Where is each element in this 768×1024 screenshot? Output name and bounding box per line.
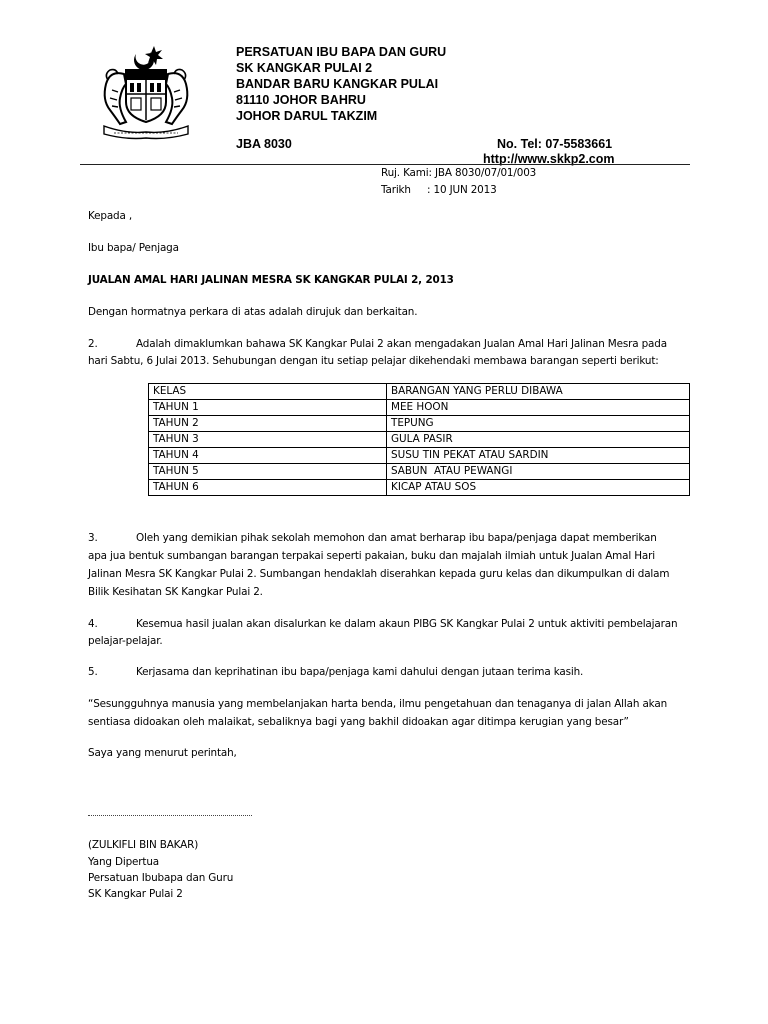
- paragraph-2-line-1: Adalah dimaklumkan bahawa SK Kangkar Pulai 2 akan mengadakan Jualan Amal Hari Jalinan Mesra pada: [136, 338, 667, 350]
- row-kelas: TAHUN 5: [149, 464, 387, 480]
- recipient-line: Ibu bapa/ Penjaga: [88, 242, 179, 254]
- ruj-value: JBA 8030/07/01/003: [435, 167, 537, 179]
- row-kelas: TAHUN 2: [149, 416, 387, 432]
- letterhead-org-block: [236, 44, 446, 124]
- items-table: [148, 383, 690, 496]
- address-line-3: JOHOR DARUL TAKZIM: [236, 109, 378, 123]
- address-line-1: BANDAR BARU KANGKAR PULAI: [236, 77, 439, 91]
- paragraph-3-line-4: Bilik Kesihatan SK Kangkar Pulai 2.: [88, 586, 263, 598]
- address-line-2: 81110 JOHOR BAHRU: [236, 93, 366, 107]
- paragraph-5-number: 5.: [88, 666, 98, 678]
- header-barangan: BARANGAN YANG PERLU DIBAWA: [387, 384, 690, 400]
- kepada-line: Kepada ,: [88, 210, 133, 222]
- row-barangan: KICAP ATAU SOS: [387, 480, 690, 496]
- paragraph-4-number: 4.: [88, 618, 98, 630]
- table-row: [149, 400, 690, 416]
- signatory-title: Yang Dipertua: [88, 856, 159, 868]
- school-name: SK KANGKAR PULAI 2: [236, 61, 373, 75]
- table-header-row: [149, 384, 690, 400]
- closing-line: Saya yang menurut perintah,: [88, 747, 237, 759]
- table-row: [149, 448, 690, 464]
- phone-number: No. Tel: 07-5583661: [497, 137, 613, 151]
- org-name: PERSATUAN IBU BAPA DAN GURU: [236, 45, 447, 59]
- row-barangan: TEPUNG: [387, 416, 690, 432]
- tarikh-label: Tarikh: [381, 184, 411, 196]
- row-barangan: SABUN ATAU PEWANGI: [387, 464, 690, 480]
- paragraph-4-line-2: pelajar-pelajar.: [88, 635, 163, 647]
- reference-ruj: [381, 165, 536, 182]
- signatory-org: Persatuan Ibubapa dan Guru: [88, 872, 234, 884]
- row-barangan: MEE HOON: [387, 400, 690, 416]
- table-row: [149, 432, 690, 448]
- ruj-label: Ruj. Kami:: [381, 167, 432, 179]
- signatory-name: (ZULKIFLI BIN BAKAR): [88, 839, 199, 851]
- table-row: [149, 480, 690, 496]
- paragraph-2-line-2: hari Sabtu, 6 Julai 2013. Sehubungan dengan itu setiap pelajar dikehendaki membawa barangan seperti berikut:: [88, 355, 659, 367]
- row-kelas: TAHUN 4: [149, 448, 387, 464]
- row-barangan: SUSU TIN PEKAT ATAU SARDIN: [387, 448, 690, 464]
- paragraph-5-line-1: Kerjasama dan keprihatinan ibu bapa/penjaga kami dahului dengan jutaan terima kasih.: [136, 666, 584, 678]
- quote-line-1: “Sesungguhnya manusia yang membelanjakan harta benda, ilmu pengetahuan dan tenaganya di jalan Allah akan: [88, 698, 668, 710]
- coat-of-arms-logo: [96, 44, 196, 140]
- quote-line-2: sentiasa didoakan oleh malaikat, sebaliknya bagi yang bakhil didoakan agar ditimpa kerugian yang besar”: [88, 716, 629, 728]
- paragraph-2-number: 2.: [88, 338, 98, 350]
- letter-subject: JUALAN AMAL HARI JALINAN MESRA SK KANGKAR PULAI 2, 2013: [88, 274, 454, 286]
- reference-tarikh: [381, 182, 497, 199]
- row-kelas: TAHUN 3: [149, 432, 387, 448]
- table-row: [149, 416, 690, 432]
- row-barangan: GULA PASIR: [387, 432, 690, 448]
- row-kelas: TAHUN 6: [149, 480, 387, 496]
- paragraph-4-line-1: Kesemua hasil jualan akan disalurkan ke dalam akaun PIBG SK Kangkar Pulai 2 untuk aktiviti pembelajaran: [136, 618, 678, 630]
- row-kelas: TAHUN 1: [149, 400, 387, 416]
- paragraph-3-number: 3.: [88, 532, 98, 544]
- signature-line: [88, 815, 252, 816]
- tarikh-value: : 10 JUN 2013: [427, 184, 497, 196]
- header-kelas: KELAS: [149, 384, 387, 400]
- website-link[interactable]: http://www.skkp2.com: [483, 152, 615, 166]
- paragraph-3-line-1: Oleh yang demikian pihak sekolah memohon dan amat berharap ibu bapa/penjaga dapat memberikan: [136, 532, 657, 544]
- table-row: [149, 464, 690, 480]
- registration-code: JBA 8030: [236, 137, 292, 151]
- paragraph-1: Dengan hormatnya perkara di atas adalah dirujuk dan berkaitan.: [88, 306, 418, 318]
- signatory-school: SK Kangkar Pulai 2: [88, 888, 183, 900]
- paragraph-3-line-3: Jalinan Mesra SK Kangkar Pulai 2. Sumbangan hendaklah diserahkan kepada guru kelas dan dikumpulkan di dalam: [88, 568, 670, 580]
- paragraph-3-line-2: apa jua bentuk sumbangan barangan terpakai seperti pakaian, buku dan majalah ilmiah untuk Jualan Amal Hari: [88, 550, 656, 562]
